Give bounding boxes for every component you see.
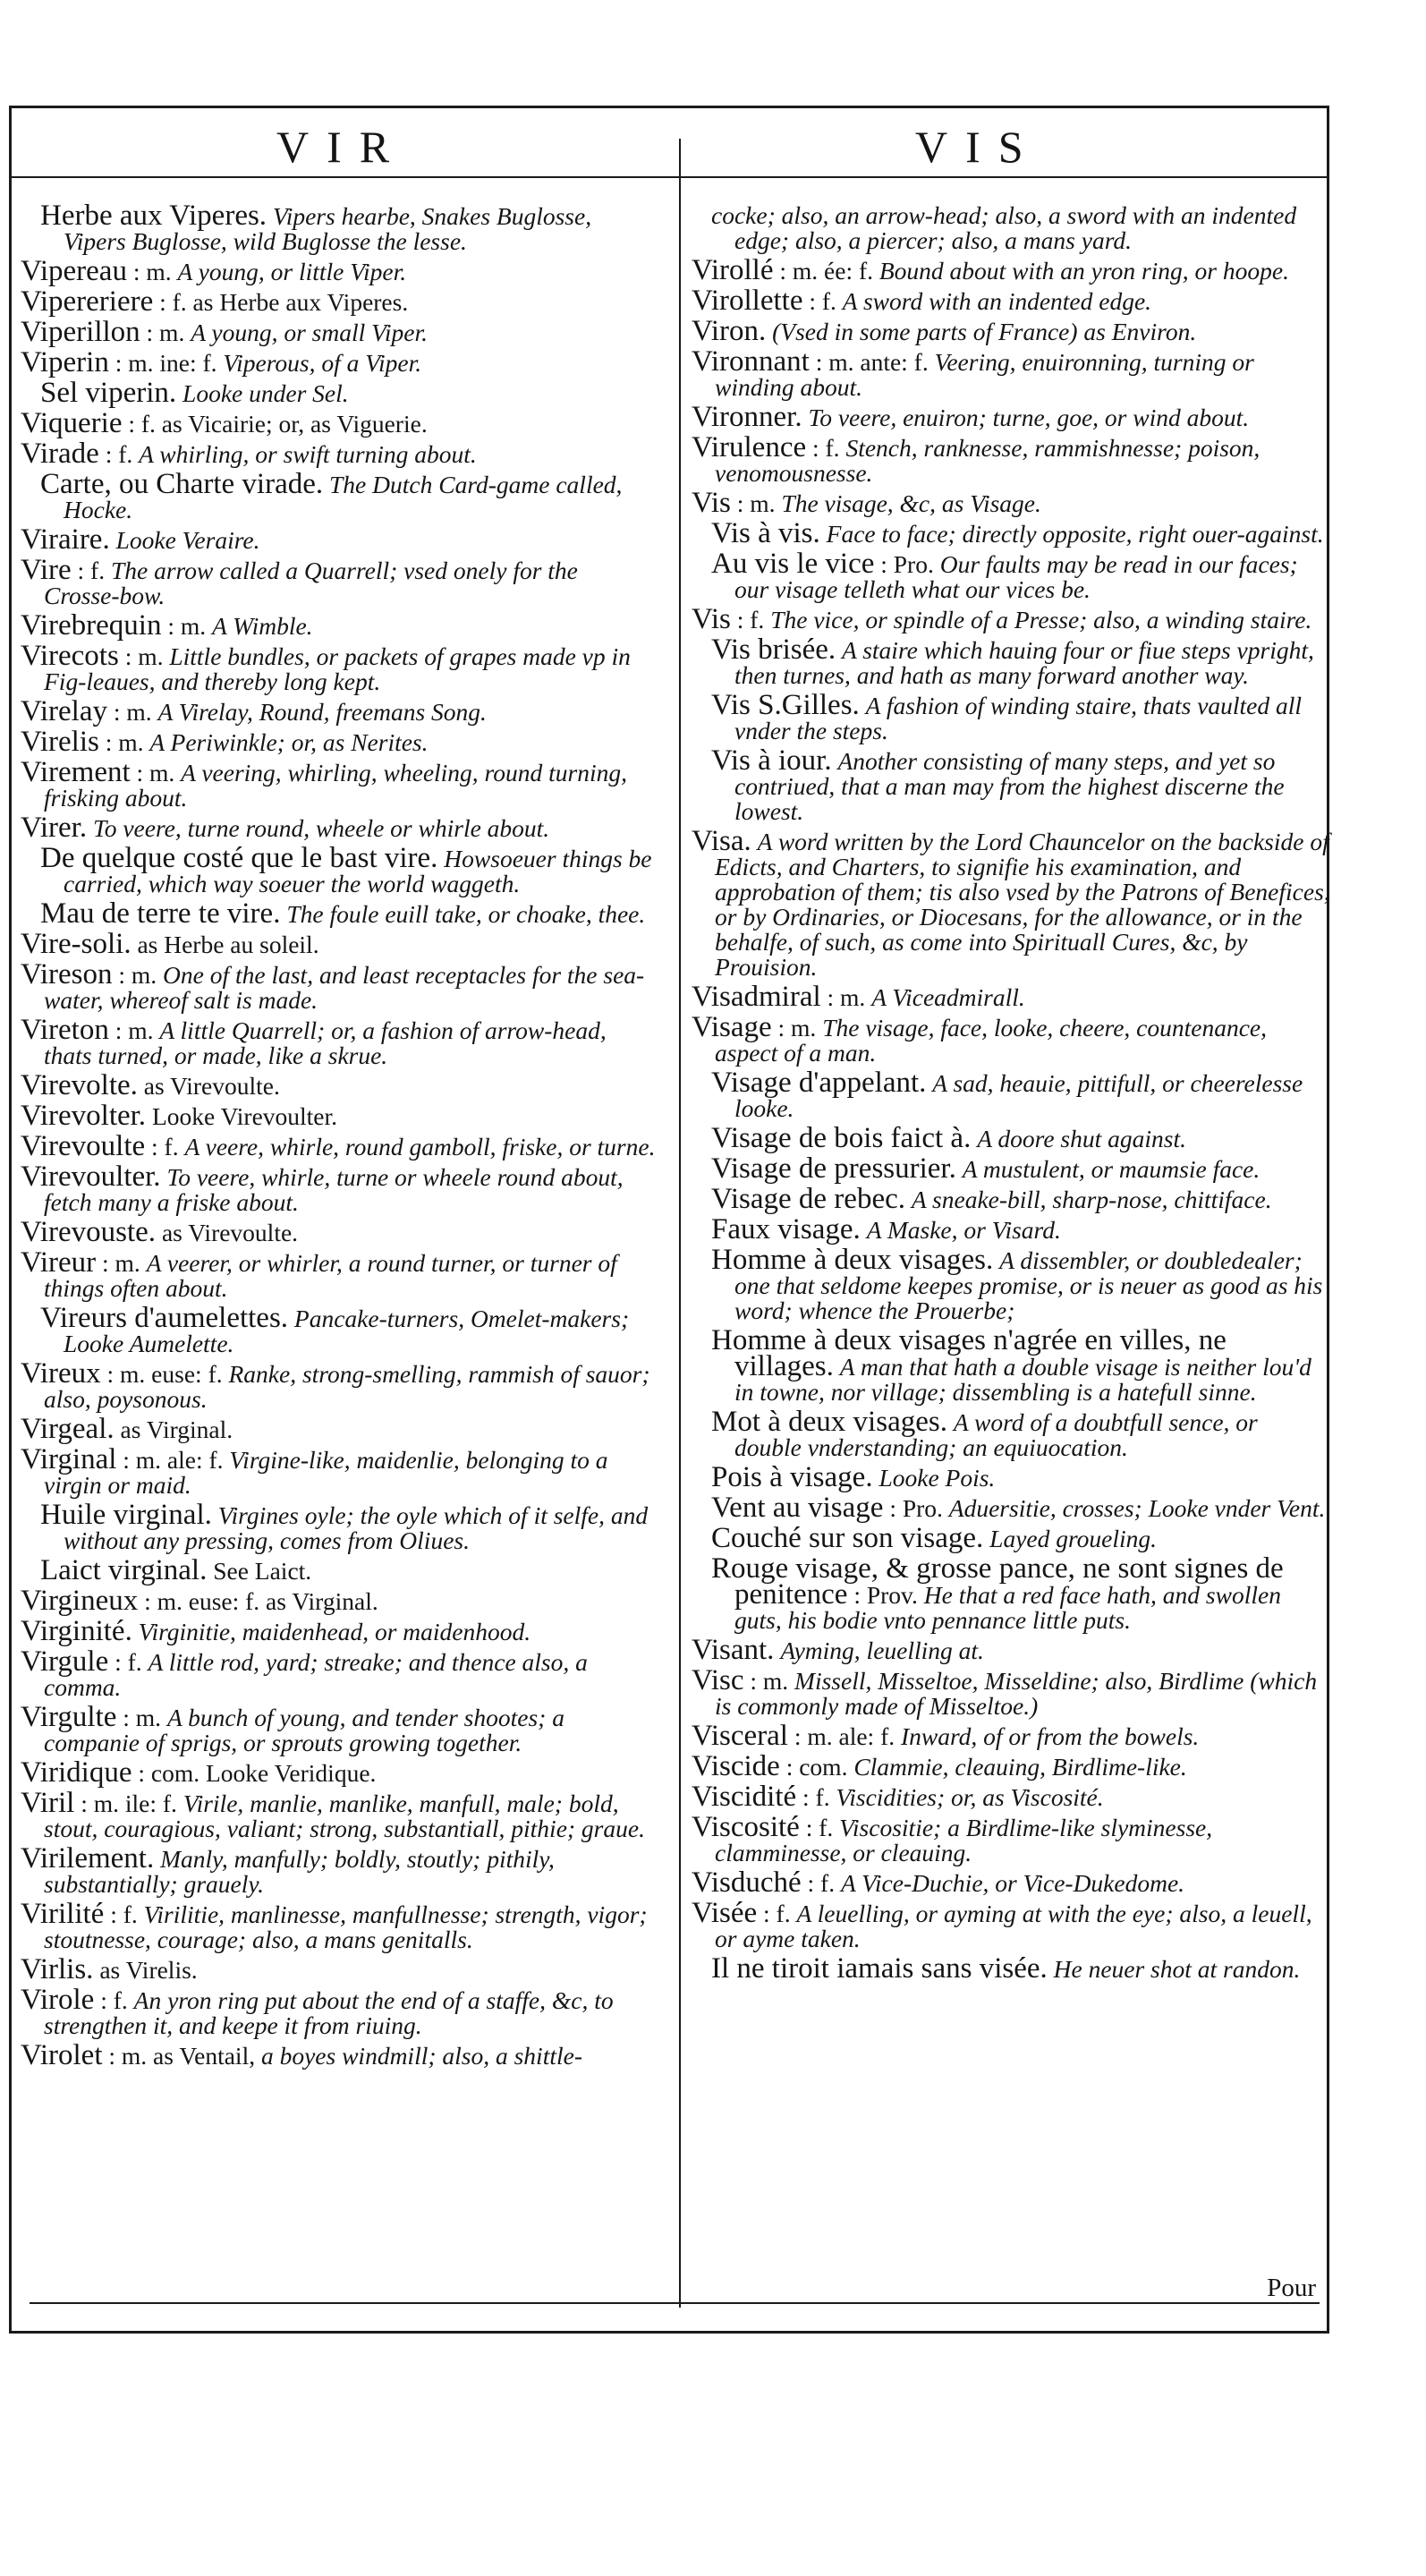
entry-gloss: A young, or little Viper. [177,258,407,285]
entry-gloss: Aduersitie, crosses; Looke vnder Vent. [948,1494,1326,1522]
entry-gloss: Virile, manlie, manlike, manfull, male; bold, stout, couragious, valiant; strong, substantiall, pithie; graue. [44,1790,645,1842]
dictionary-entry [692,633,1330,689]
entry-headword: Virecots [21,640,119,672]
entry-gloss: Virginitie, maidenhead, or maidenhood. [138,1618,531,1645]
dictionary-entry [21,1953,659,1985]
entry-headword: Virollette [692,285,803,317]
entry-grammar: : f. [77,557,106,584]
entry-headword: Viperillon [21,316,140,348]
entry-grammar: : f. [110,1900,138,1928]
entry-gloss: To veere, whirle, turne or wheele round about, fetch many a friske about. [44,1163,624,1216]
dictionary-entry [21,1246,659,1302]
entry-gloss: Looke under Sel. [182,379,349,407]
dictionary-entry [21,1100,659,1132]
entry-headword: Vire-soli. [21,928,132,960]
dictionary-entry [692,431,1330,487]
dictionary-entry [692,603,1330,635]
entry-headword: Virer. [21,812,88,844]
entry-headword: Virement [21,756,131,788]
entry-headword: Huile virginal. [40,1499,212,1531]
entry-headword: Virollé [692,254,774,286]
entry-headword: Vironnant [692,345,810,378]
entry-headword: Virgineux [21,1585,139,1617]
dictionary-entry [692,254,1330,286]
entry-grammar: : m. [105,728,144,756]
entry-grammar: as Virginal. [120,1416,233,1443]
entry-grammar: : Pro. [889,1494,943,1522]
dictionary-entry [692,1634,1330,1666]
entry-gloss: A doore shut against. [977,1125,1186,1152]
dictionary-entry [21,812,659,844]
entry-gloss: The vice, or spindle of a Presse; also, a winding staire. [770,606,1312,633]
entry-headword: Visa. [692,825,751,857]
entry-headword: Virgeal. [21,1413,115,1445]
entry-gloss: Virgine-like, maidenlie, belonging to a virgin or maid. [44,1446,608,1499]
entry-gloss: The Dutch Card-game called, Hocke. [64,471,623,523]
entry-gloss: The visage, &c, as Visage. [781,489,1041,517]
running-header [12,108,1327,176]
entry-headword: Vis S.Gilles. [711,689,860,721]
dictionary-entry [21,1130,659,1162]
entry-headword: Virade [21,438,99,470]
entry-headword: Virole [21,1984,95,2016]
entry-headword: Viscidité [692,1781,797,1813]
entry-grammar: : m. [124,642,164,670]
dictionary-entry [692,1781,1330,1813]
entry-gloss: To veere, turne round, wheele or whirle about. [92,814,550,842]
entry-headword: Homme à deux visages. [711,1244,994,1276]
entry-headword: Virevouste. [21,1216,157,1248]
entry-headword: Virevoulter. [21,1160,161,1193]
entry-grammar: : Pro. [880,550,934,578]
entry-grammar: : m. ile: f. [81,1790,177,1817]
dictionary-entry [21,1357,659,1413]
entry-headword: Mot à deux visages. [711,1406,947,1438]
dictionary-entry [21,200,659,255]
entry-grammar: : f. [151,1133,179,1160]
entry-headword: Virginal [21,1443,117,1475]
entry-grammar: as Virevoulte. [143,1072,280,1100]
dictionary-entry [21,2039,659,2071]
entry-grammar: : m. [750,1667,789,1695]
header-rule [12,176,1327,178]
entry-gloss: A dissembler, or doubledealer; one that seldome keepes promise, or is neuer as good as his word; whence the Prouerbe; [734,1246,1323,1324]
entry-headword: Virolet [21,2039,103,2071]
entry-gloss: Layed groueling. [989,1525,1158,1552]
dictionary-entry [692,517,1330,549]
entry-headword: Vis [692,487,731,519]
dictionary-entry [692,548,1330,603]
dictionary-entry [21,285,659,318]
dictionary-entry [21,1898,659,1953]
dictionary-entry [21,438,659,470]
dictionary-entry [21,609,659,642]
entry-headword: Rouge visage, & grosse pance, ne sont signes de penitence [711,1552,1284,1611]
entry-headword: Vent au visage [711,1492,884,1524]
dictionary-entry [692,1811,1330,1866]
entry-gloss: A Wimble. [212,612,313,640]
entry-headword: Vironner. [692,401,802,433]
entry-grammar: : m. ine: f. [115,349,217,377]
entry-gloss: cocke; also, an arrow-head; also, a sword with an indented edge; also, a piercer; also, a mans yard. [711,201,1297,254]
entry-grammar: : m. ante: f. [815,348,929,376]
entry-headword: Virelis [21,726,99,758]
entry-grammar: : m. [827,983,866,1011]
dictionary-entry [692,1152,1330,1185]
entry-grammar: : com. [785,1753,848,1781]
entry-grammar: : m. [132,258,172,285]
dictionary-entry [21,1842,659,1898]
entry-headword: Visant. [692,1634,775,1666]
dictionary-entry [21,1069,659,1101]
entry-gloss: A little rod, yard; streake; and thence also, a comma. [44,1648,588,1701]
dictionary-entry [21,1443,659,1499]
dictionary-entry [692,1122,1330,1154]
entry-headword: Visée [692,1897,758,1929]
entry-headword: Pois à visage. [711,1461,873,1493]
entry-grammar: See Laict. [213,1557,312,1585]
entry-gloss: The arrow called a Quarrell; vsed onely for the Crosse-bow. [44,557,578,609]
dictionary-entry [21,1160,659,1216]
dictionary-entry [692,1406,1330,1461]
entry-grammar: : com. Looke Veridique. [138,1759,377,1787]
entry-grammar: as Virevoulte. [161,1219,299,1246]
entry-grammar: : m. ale: f. [794,1722,895,1750]
dictionary-entry [21,407,659,439]
entry-headword: Virevolter. [21,1100,147,1132]
entry-grammar: as Virelis. [99,1956,198,1984]
dictionary-entry [692,1183,1330,1215]
entry-headword: Au vis le vice [711,548,875,580]
entry-headword: Carte, ou Charte virade. [40,468,324,500]
dictionary-entry [21,1756,659,1789]
dictionary-entry [21,1787,659,1842]
entry-gloss: a boyes windmill; also, a shittle- [260,2042,582,2070]
entry-gloss: Viscidities; or, as Viscosité. [836,1783,1104,1811]
entry-grammar: : m. euse: f. [106,1360,223,1388]
entry-headword: Visage de rebec. [711,1183,905,1215]
entry-headword: Il ne tiroit iamais sans visée. [711,1952,1048,1985]
entry-headword: Vis [692,603,731,635]
entry-gloss: A veere, whirle, round gamboll, friske, or turne. [184,1133,656,1160]
entry-grammar: : f. [809,287,836,315]
dictionary-entry [21,1701,659,1756]
entry-gloss: A young, or small Viper. [191,319,429,346]
entry-grammar: : f. as Herbe aux Viperes. [159,288,409,316]
entry-gloss: Ranke, strong-smelling, rammish of sauor; also, poysonous. [44,1360,650,1413]
entry-gloss: A sword with an indented edge. [842,287,1152,315]
entry-headword: Homme à deux visages n'agrée en villes, ne villages. [711,1324,1227,1382]
entry-headword: Virelay [21,695,107,727]
entry-grammar: : f. [807,1869,836,1897]
dictionary-entry [692,1324,1330,1406]
entry-headword: Viscide [692,1750,780,1782]
entry-grammar: : m. [102,1249,140,1277]
entry-headword: Visduché [692,1866,802,1899]
dictionary-entry [21,756,659,812]
entry-grammar: : m. [113,698,152,726]
entry-gloss: A Maske, or Visard. [866,1216,1061,1244]
left-column [21,200,659,2073]
entry-headword: Mau de terre te vire. [40,897,281,930]
entry-headword: Virevoulte [21,1130,146,1162]
entry-gloss: A word of a doubtfull sence, or double vnderstanding; an equiuocation. [734,1408,1258,1461]
entry-headword: Visceral [692,1720,788,1752]
dictionary-entry [692,1244,1330,1324]
dictionary-entry [21,554,659,609]
entry-gloss: A Vice-Duchie, or Vice-Dukedome. [840,1869,1185,1897]
entry-gloss: A Periwinkle; or, as Nerites. [149,728,429,756]
entry-gloss: A word written by the Lord Chauncelor on the backside of Edicts, and Charters, to signifie his examination, and approbation of them; tis also vsed by the Patrons of Benefices, or by Ordinaries, or Diocesans, for the allowance, or in the behalfe, of such, as come into Spirituall Cures, &c, by Prouision. [715,828,1330,981]
entry-grammar: : m. [777,1014,817,1041]
dictionary-entry [21,1984,659,2039]
entry-headword: Virebrequin [21,609,162,642]
footer-rule [30,2302,1320,2304]
dictionary-entry [21,346,659,378]
dictionary-entry [692,1461,1330,1493]
entry-grammar: : m. [118,961,157,989]
dictionary-entry [692,1664,1330,1720]
entry-gloss: Little bundles, or packets of grapes made vp in Fig-leaues, and thereby long kept. [44,642,631,695]
entry-headword: Vipereriere [21,285,154,318]
entry-gloss: A bunch of young, and tender shootes; a companie of sprigs, or sprouts growing together. [44,1704,564,1756]
dictionary-entry [692,1011,1330,1067]
entry-gloss: A Virelay, Round, freemans Song. [157,698,487,726]
entry-grammar: : f. [105,440,133,468]
header-right-guideword: VIS [915,122,1041,172]
entry-gloss: A sneake-bill, sharp-nose, chittiface. [911,1186,1272,1213]
entry-headword: Virevolte. [21,1069,138,1101]
dictionary-entry [692,285,1330,317]
entry-headword: Visage [692,1011,772,1043]
dictionary-entry [692,1897,1330,1952]
entry-headword: Viron. [692,315,767,347]
entry-gloss: He that a red face hath, and swollen guts, his bodie vnto pennance little puts. [734,1581,1281,1634]
entry-gloss: A whirling, or swift turning about. [139,440,477,468]
entry-headword: Vireur [21,1246,97,1279]
entry-headword: Visage de bois faict à. [711,1122,972,1154]
entry-headword: Vireux [21,1357,101,1390]
entry-headword: Viquerie [21,407,123,439]
entry-grammar: : m. [136,759,175,786]
entry-grammar: : m. [123,1704,162,1731]
entry-headword: Viperin [21,346,109,378]
column-divider [679,139,681,2308]
entry-gloss: Stench, ranknesse, rammishnesse; poison, venomousnesse. [715,434,1260,487]
entry-headword: Vis à iour. [711,744,832,777]
dictionary-entry [692,1522,1330,1554]
dictionary-entry [692,487,1330,519]
entry-headword: Sel viperin. [40,377,177,409]
entry-headword: Vis brisée. [711,633,836,666]
dictionary-entry [21,726,659,758]
entry-grammar: : m. euse: f. as Virginal. [144,1587,378,1615]
entry-gloss: A fashion of winding staire, thats vaulted all vnder the steps. [734,692,1303,744]
dictionary-entry [21,1014,659,1069]
entry-gloss: The visage, face, looke, cheere, countenance, aspect of a man. [715,1014,1268,1067]
entry-gloss: Viscositie; a Birdlime-like slyminesse, clamminesse, or cleauing. [715,1814,1213,1866]
entry-gloss: The foule euill take, or choake, thee. [286,900,646,928]
dictionary-entry [21,928,659,960]
entry-gloss: A leuelling, or ayming at with the eye; also, a leuell, or ayme taken. [715,1900,1312,1952]
entry-gloss: A Viceadmirall. [871,983,1025,1011]
entry-grammar: : f. [802,1783,830,1811]
entry-gloss: A sad, heauie, pittifull, or cheerelesse looke. [734,1069,1303,1122]
dictionary-entry [21,377,659,409]
entry-headword: Herbe aux Viperes. [40,200,267,232]
entry-grammar: : m. [167,612,207,640]
entry-gloss: Virilitie, manlinesse, manfullnesse; strength, vigor; stoutnesse, courage; also, a mans genitalls. [44,1900,648,1953]
entry-grammar: : Prov. [853,1581,918,1609]
dictionary-entry [692,1750,1330,1782]
dictionary-entry [21,1585,659,1617]
dictionary-entry [21,1413,659,1445]
entry-headword: Vireson [21,958,113,990]
header-left-guideword: VIR [276,122,408,172]
entry-grammar: : f. [736,606,765,633]
entry-grammar: : m. [146,319,185,346]
entry-gloss: Viperous, of a Viper. [223,349,422,377]
entry-headword: Viraire. [21,523,110,556]
entry-headword: Visage de pressurier. [711,1152,956,1185]
entry-headword: Virlis. [21,1953,94,1985]
dictionary-entry [21,1615,659,1647]
dictionary-entry [692,401,1330,433]
dictionary-entry [692,689,1330,744]
dictionary-entry [21,897,659,930]
dictionary-entry [21,695,659,727]
dictionary-entry [21,1302,659,1357]
dictionary-entry [692,981,1330,1013]
entry-gloss: Ayming, leuelling at. [780,1637,984,1664]
dictionary-entry [692,1492,1330,1524]
dictionary-entry [692,1067,1330,1122]
entry-gloss: (Vsed in some parts of France) as Environ. [772,318,1197,345]
dictionary-entry [692,1952,1330,1985]
catchword: Pour [1267,2274,1316,2302]
entry-gloss: Vipers hearbe, Snakes Buglosse, Vipers Buglosse, wild Buglosse the lesse. [64,202,592,255]
entry-headword: Virgulte [21,1701,117,1733]
dictionary-entry [21,1499,659,1554]
dictionary-entry [21,1554,659,1586]
entry-headword: Visadmiral [692,981,821,1013]
dictionary-entry [21,958,659,1014]
dictionary-entry [21,255,659,287]
entry-grammar: as Herbe au soleil. [137,931,319,958]
entry-headword: Virginité. [21,1615,132,1647]
entry-headword: Visc [692,1664,744,1696]
entry-gloss: A staire which hauing four or fiue steps vpright, then turnes, and hath as many forward another way. [734,636,1314,689]
entry-gloss: Manly, manfully; boldly, stoutly; pithily, substantially; grauely. [44,1845,555,1898]
entry-gloss: He neuer shot at randon. [1053,1955,1301,1983]
dictionary-entry [21,640,659,695]
entry-gloss: A veerer, or whirler, a round turner, or turner of things often about. [44,1249,617,1302]
entry-gloss: One of the last, and least receptacles for the sea-water, whereof salt is made. [44,961,645,1014]
entry-headword: Virilité [21,1898,105,1930]
entry-headword: Vipereau [21,255,127,287]
dictionary-entry [692,1552,1330,1634]
entry-gloss: Veering, enuironning, turning or winding about. [715,348,1254,401]
entry-grammar: : m. ale: f. [123,1446,224,1474]
entry-grammar: : f. [100,1986,128,2014]
dictionary-entry [692,1866,1330,1899]
entry-grammar: : f. [763,1900,791,1927]
entry-grammar: : m. ée: f. [779,257,873,285]
dictionary-entry [692,825,1330,981]
entry-gloss: Howsoeuer things be carried, which way soeuer the world waggeth. [64,845,652,897]
entry-headword: Laict virginal. [40,1554,208,1586]
entry-headword: Visage d'appelant. [711,1067,927,1099]
entry-headword: Viridique [21,1756,132,1789]
entry-grammar: : f. [805,1814,834,1841]
entry-gloss: Bound about with an yron ring, or hoope. [879,257,1289,285]
entry-gloss: Looke Pois. [879,1464,996,1492]
entry-gloss: Face to face; directly opposite, right ouer-against. [826,520,1324,548]
dictionary-entry [21,316,659,348]
entry-headword: Virgule [21,1645,109,1678]
entry-gloss: Virgines oyle; the oyle which of it selfe, and without any pressing, comes from Oliues. [64,1501,649,1554]
entry-gloss: An yron ring put about the end of a staffe, &c, to strengthen it, and keepe it from riuing. [44,1986,614,2039]
dictionary-page [9,106,1329,2334]
entry-headword: Vire [21,554,72,586]
dictionary-entry [21,1645,659,1701]
dictionary-entry [21,468,659,523]
dictionary-entry [692,1213,1330,1245]
entry-gloss: A veering, whirling, wheeling, round turning, frisking about. [44,759,627,812]
entry-headword: Vis à vis. [711,517,820,549]
entry-headword: Vireurs d'aumelettes. [40,1302,289,1334]
dictionary-entry [692,1720,1330,1752]
entry-headword: Virilement. [21,1842,155,1875]
entry-grammar: Looke Virevoulter. [151,1102,338,1130]
entry-headword: Viscosité [692,1811,800,1843]
right-column [692,203,1330,1986]
entry-headword: Faux visage. [711,1213,861,1245]
dictionary-entry [692,345,1330,401]
dictionary-entry [692,315,1330,347]
entry-gloss: A man that hath a double visage is neither lou'd in towne, nor village; dissembling is a hatefull sinne. [734,1353,1311,1406]
entry-gloss: To veere, enuiron; turne, goe, or wind about. [808,404,1250,431]
entry-gloss: A little Quarrell; or, a fashion of arrow-head, thats turned, or made, like a skrue. [44,1016,607,1069]
entry-gloss: Pancake-turners, Omelet-makers; Looke Aumelette. [64,1305,630,1357]
entry-gloss: Looke Veraire. [115,526,260,554]
dictionary-entry [692,744,1330,825]
entry-grammar: : m. [736,489,776,517]
entry-headword: Couché sur son visage. [711,1522,984,1554]
entry-gloss: Another consisting of many steps, and yet so contriued, that a man may from the highest discerne the lowest. [734,747,1285,825]
entry-headword: Viril [21,1787,75,1819]
entry-gloss: Inward, of or from the bowels. [900,1722,1200,1750]
entry-grammar: : f. [812,434,840,462]
entry-gloss: Our faults may be read in our faces; our visage telleth what our vices be. [734,550,1298,603]
entry-grammar: : m. [115,1016,154,1044]
dictionary-entry [21,1216,659,1248]
entry-grammar: : m. as Ventail, [108,2042,256,2070]
entry-headword: Virulence [692,431,807,463]
entry-grammar: : f. as Vicairie; or, as Viguerie. [128,410,428,438]
entry-gloss: Clammie, cleauing, Birdlime-like. [853,1753,1187,1781]
entry-gloss: Missell, Misseltoe, Misseldine; also, Birdlime (which is commonly made of Misseltoe.) [715,1667,1318,1720]
entry-headword: Vireton [21,1014,109,1046]
entry-headword: De quelque costé que le bast vire. [40,842,438,874]
dictionary-entry [21,523,659,556]
entry-gloss: A mustulent, or maumsie face. [962,1155,1260,1183]
dictionary-entry [21,842,659,897]
dictionary-entry [692,203,1330,253]
entry-grammar: : f. [115,1648,142,1676]
